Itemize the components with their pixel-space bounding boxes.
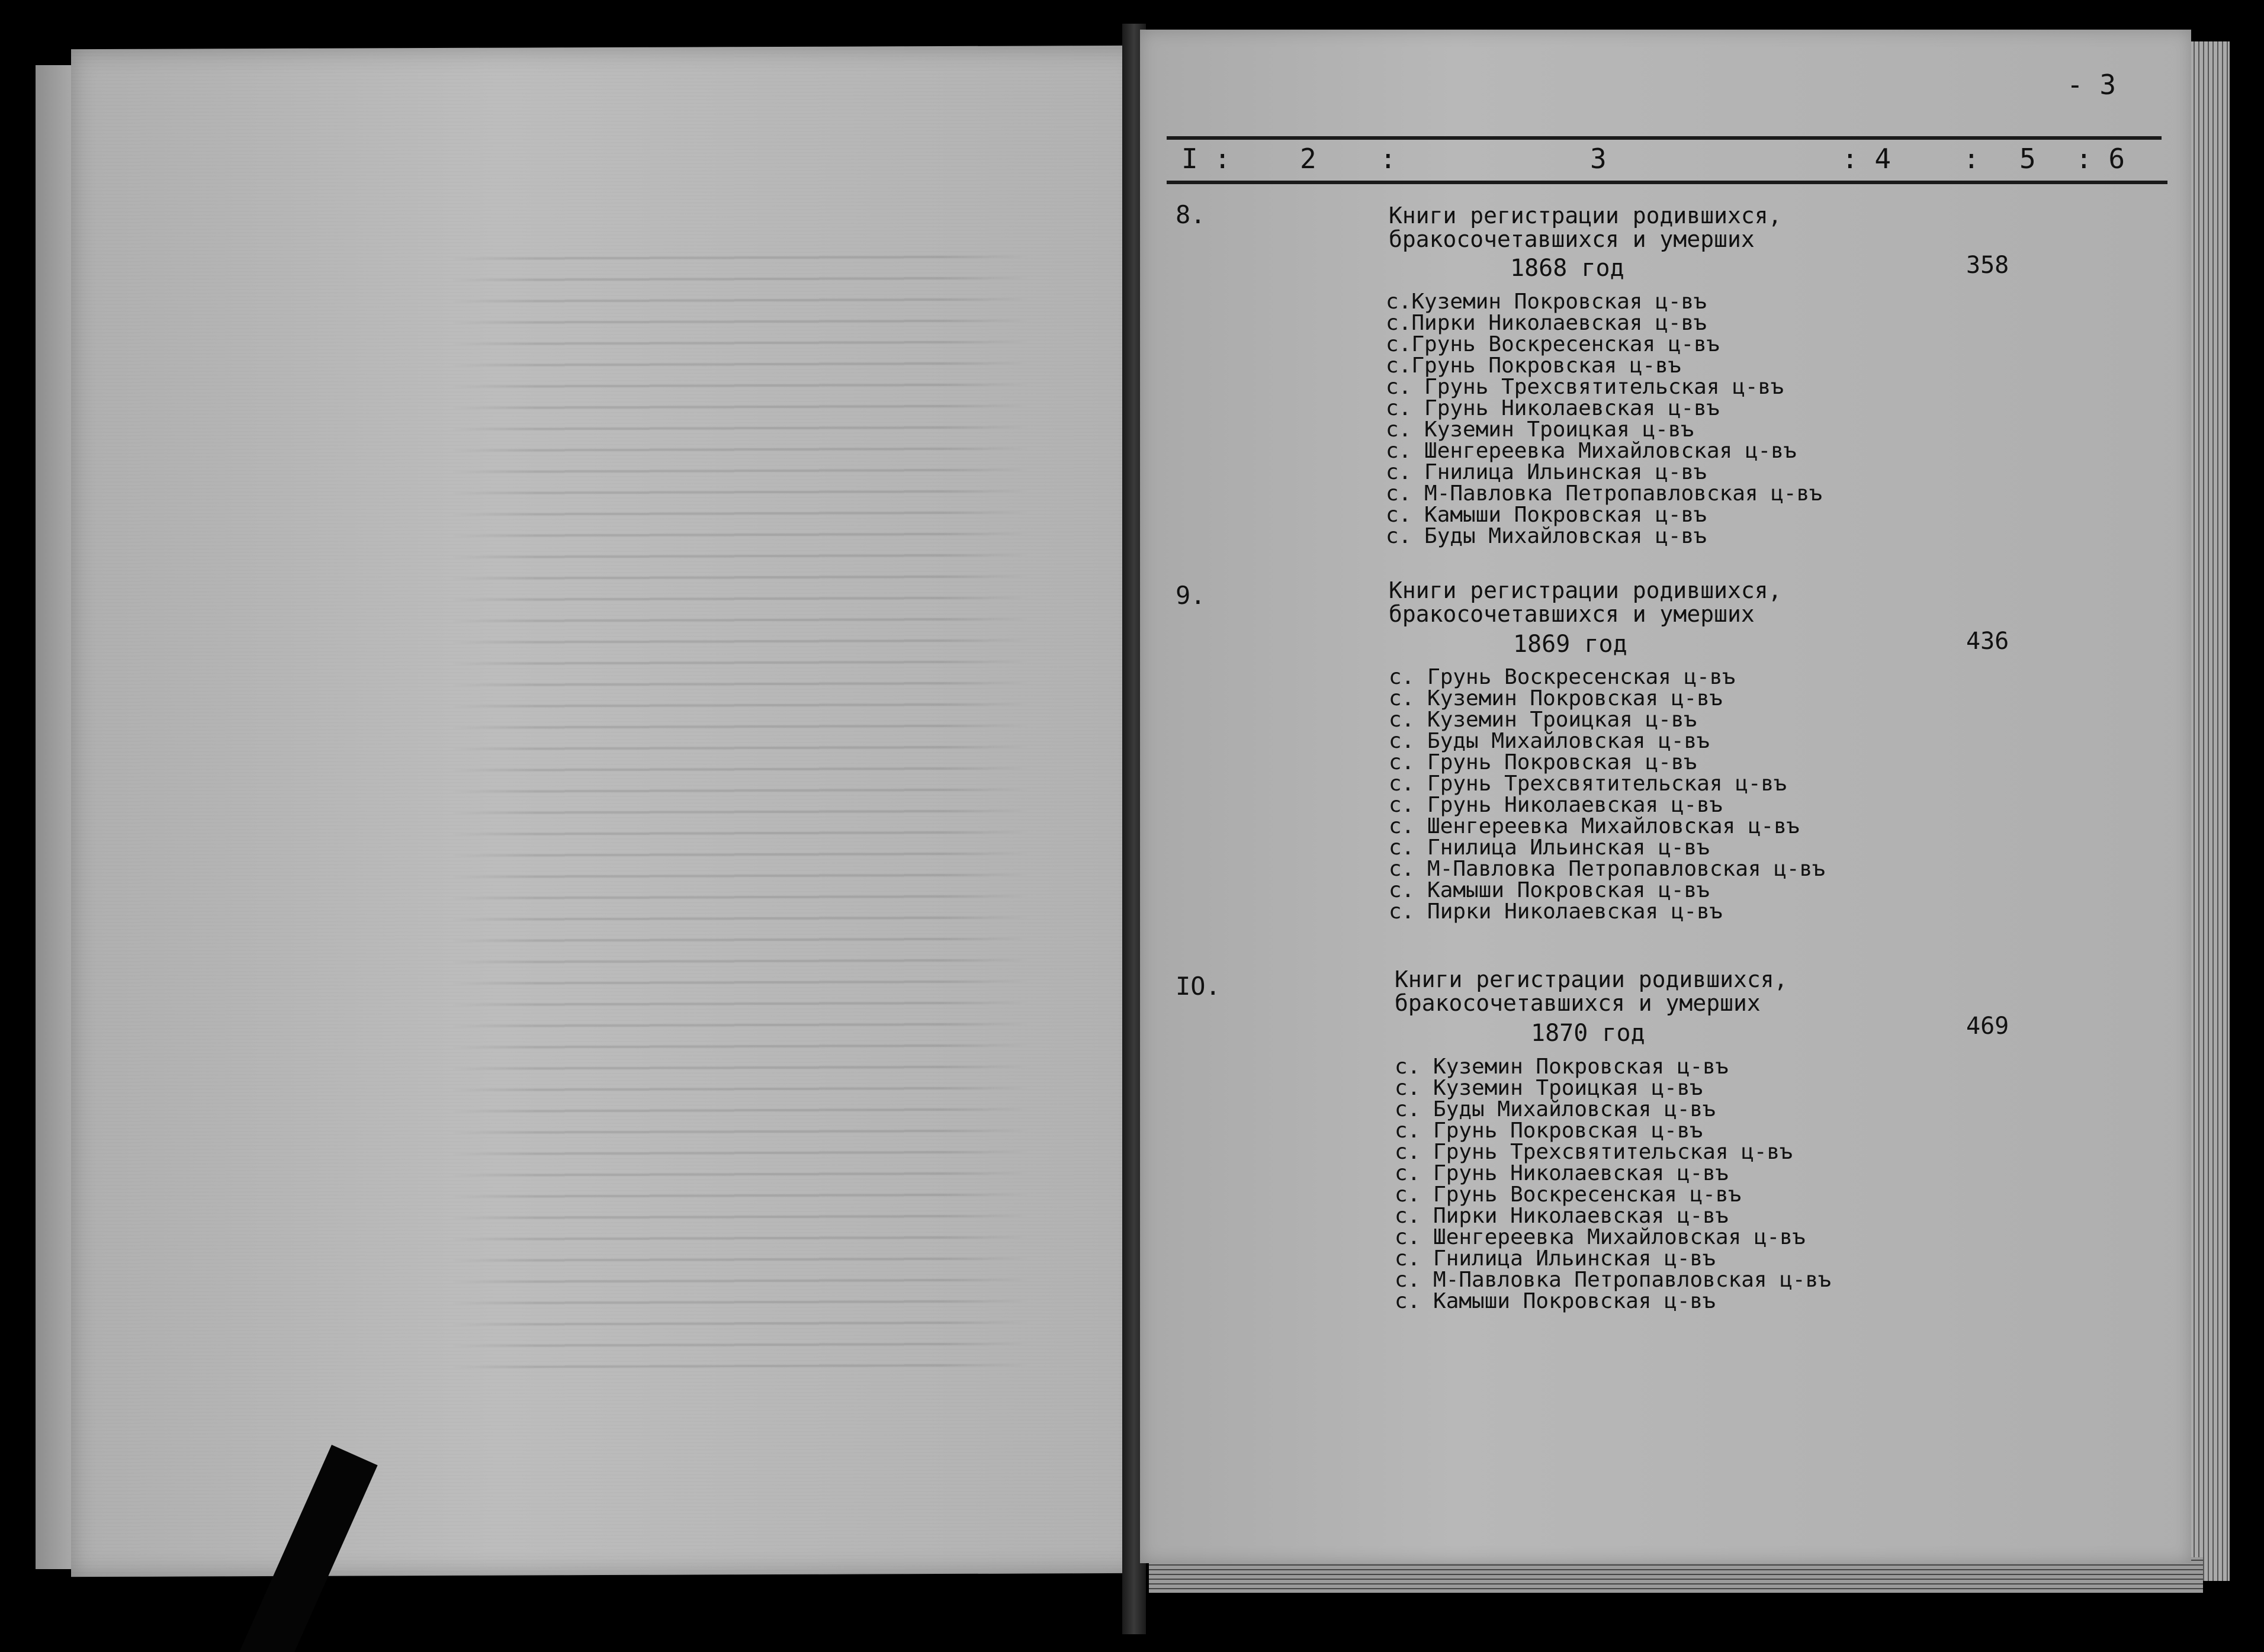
entry-number: 8. <box>1176 200 1206 229</box>
table-rule-bottom <box>1167 181 2167 184</box>
column-header-separator: : <box>1380 143 1396 175</box>
parish-line: с. Куземин Покровская ц-въ <box>1389 686 1723 711</box>
parish-line: с. Камыши Покровская ц-въ <box>1389 878 1710 902</box>
parish-line: с. Буды Михайловская ц-въ <box>1386 524 1707 548</box>
parish-line: с. Куземин Троицкая ц-въ <box>1386 417 1694 442</box>
entry-count: 436 <box>1966 628 2009 655</box>
entry-title: бракосочетавшихся и умерших <box>1389 226 1755 252</box>
parish-line: с. Камыши Покровская ц-въ <box>1386 503 1707 527</box>
parish-line: с.Грунь Покровская ц-въ <box>1386 353 1681 378</box>
entry-title: Книги регистрации родившихся, <box>1389 577 1782 603</box>
parish-line: с. Куземин Покровская ц-въ <box>1395 1055 1729 1079</box>
parish-line: с. М-Павловка Петропавловская ц-въ <box>1395 1268 1831 1292</box>
parish-line: с.Пирки Николаевская ц-въ <box>1386 311 1707 335</box>
parish-line: с.Куземин Покровская ц-въ <box>1386 290 1707 314</box>
entry-count: 358 <box>1966 252 2009 279</box>
parish-line: с. Грунь Николаевская ц-въ <box>1386 396 1720 420</box>
entry-title: Книги регистрации родившихся, <box>1395 966 1788 992</box>
parish-line: с. Пирки Николаевская ц-въ <box>1389 899 1723 924</box>
parish-line: с. Грунь Покровская ц-въ <box>1395 1119 1703 1143</box>
entry-count: 469 <box>1966 1013 2009 1040</box>
entry-number: 9. <box>1176 581 1206 610</box>
parish-line: с. Гнилица Ильинская ц-въ <box>1386 460 1707 484</box>
parish-line: с. М-Павловка Петропавловская ц-въ <box>1386 481 1822 506</box>
parish-line: с. Гнилица Ильинская ц-въ <box>1395 1246 1716 1271</box>
parish-line: с. Куземин Троицкая ц-въ <box>1395 1076 1703 1100</box>
column-header-2: 2 <box>1300 143 1316 175</box>
entry-title: Книги регистрации родившихся, <box>1389 203 1782 229</box>
entry-year: 1869 год <box>1513 631 1627 658</box>
page-number: - 3 <box>2067 69 2117 101</box>
entry-year: 1870 год <box>1531 1020 1645 1047</box>
parish-line: с. Шенгереевка Михайловская ц-въ <box>1395 1225 1806 1249</box>
parish-line: с. Грунь Трехсвятительская ц-въ <box>1395 1140 1793 1164</box>
entry-number: IO. <box>1176 972 1221 1001</box>
column-header-6: : 6 <box>2076 143 2125 175</box>
parish-line: с. Грунь Покровская ц-въ <box>1389 750 1697 774</box>
parish-line: с. Грунь Воскресенская ц-въ <box>1389 665 1736 689</box>
entry-title: бракосочетавшихся и умерших <box>1395 990 1761 1016</box>
parish-line: с. Шенгереевка Михайловская ц-въ <box>1389 814 1800 838</box>
column-header-separator: : <box>1963 143 1980 175</box>
parish-line: с. Камыши Покровская ц-въ <box>1395 1289 1716 1313</box>
parish-line: с.Грунь Воскресенская ц-въ <box>1386 332 1720 356</box>
bleed-through-text <box>450 242 1030 1368</box>
parish-line: с. М-Павловка Петропавловская ц-въ <box>1389 857 1825 881</box>
parish-line: с. Пирки Николаевская ц-въ <box>1395 1204 1729 1228</box>
entry-year: 1868 год <box>1510 255 1624 282</box>
column-header-3: 3 <box>1590 143 1607 175</box>
page-stack-edge <box>2185 41 2230 1581</box>
column-header-4: : 4 <box>1842 143 1892 175</box>
column-header-1: I : <box>1181 143 1231 175</box>
parish-line: с. Грунь Воскресенская ц-въ <box>1395 1182 1742 1207</box>
parish-line: с. Буды Михайловская ц-въ <box>1395 1097 1716 1121</box>
table-rule-top <box>1167 136 2162 140</box>
parish-line: с. Грунь Николаевская ц-въ <box>1389 793 1723 817</box>
parish-line: с. Грунь Николаевская ц-въ <box>1395 1161 1729 1185</box>
parish-line: с. Буды Михайловская ц-въ <box>1389 729 1710 753</box>
parish-line: с. Грунь Трехсвятительская ц-въ <box>1389 772 1787 796</box>
parish-line: с. Гнилица Ильинская ц-въ <box>1389 835 1710 860</box>
entry-title: бракосочетавшихся и умерших <box>1389 601 1755 627</box>
left-page <box>71 46 1143 1577</box>
column-header-5: 5 <box>2019 143 2036 175</box>
parish-line: с. Шенгереевка Михайловская ц-въ <box>1386 439 1797 463</box>
parish-line: с. Грунь Трехсвятительская ц-въ <box>1386 375 1784 399</box>
parish-line: с. Куземин Троицкая ц-въ <box>1389 708 1697 732</box>
